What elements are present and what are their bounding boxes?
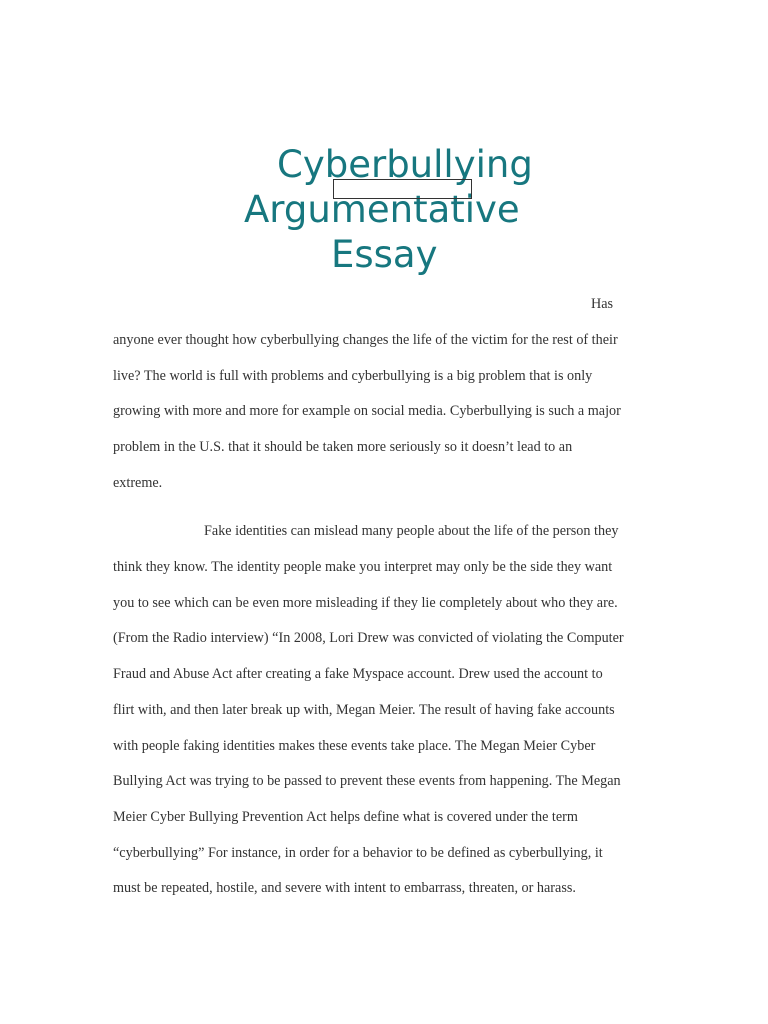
- paragraph-1-line-4: growing with more and more for example on social media. Cyberbullying is such a major: [113, 403, 621, 419]
- empty-text-box: [333, 179, 472, 199]
- paragraph-2-line-3: you to see which can be even more misleading if they lie completely about who they are.: [113, 595, 618, 611]
- paragraph-2-line-5: Fraud and Abuse Act after creating a fake Myspace account. Drew used the account to: [113, 666, 603, 682]
- paragraph-1-line-2: anyone ever thought how cyberbullying changes the life of the victim for the rest of their: [113, 332, 618, 348]
- paragraph-1-line-6: extreme.: [113, 475, 163, 491]
- paragraph-1-line-1: Has: [591, 296, 614, 312]
- paragraph-2-line-9: Meier Cyber Bullying Prevention Act helps define what is covered under the term: [113, 809, 578, 825]
- paragraph-1-line-5: problem in the U.S. that it should be taken more seriously so it doesn’t lead to an: [113, 439, 573, 455]
- paragraph-2-line-10: “cyberbullying” For instance, in order for a behavior to be defined as cyberbullying, it: [113, 845, 603, 861]
- paragraph-2-line-2: think they know. The identity people make you interpret may only be the side they want: [113, 559, 613, 575]
- title-line-3: Essay: [331, 233, 438, 276]
- title-line-2: Argumentative: [244, 188, 520, 231]
- paragraph-2-line-6: flirt with, and then later break up with, Megan Meier. The result of having fake accounts: [113, 702, 615, 718]
- paragraph-1-line-3: live? The world is full with problems and cyberbullying is a big problem that is only: [113, 368, 593, 384]
- title-line-1: Cyberbullying: [277, 143, 533, 186]
- paragraph-2-line-8: Bullying Act was trying to be passed to prevent these events from happening. The Megan: [113, 773, 621, 789]
- paragraph-2-line-11: must be repeated, hostile, and severe with intent to embarrass, threaten, or harass.: [113, 880, 576, 896]
- paragraph-2-line-1: Fake identities can mislead many people about the life of the person they: [204, 523, 619, 539]
- paragraph-2-line-7: with people faking identities makes these events take place. The Megan Meier Cyber: [113, 738, 596, 754]
- paragraph-2-line-4: (From the Radio interview) “In 2008, Lori Drew was convicted of violating the Computer: [113, 630, 624, 646]
